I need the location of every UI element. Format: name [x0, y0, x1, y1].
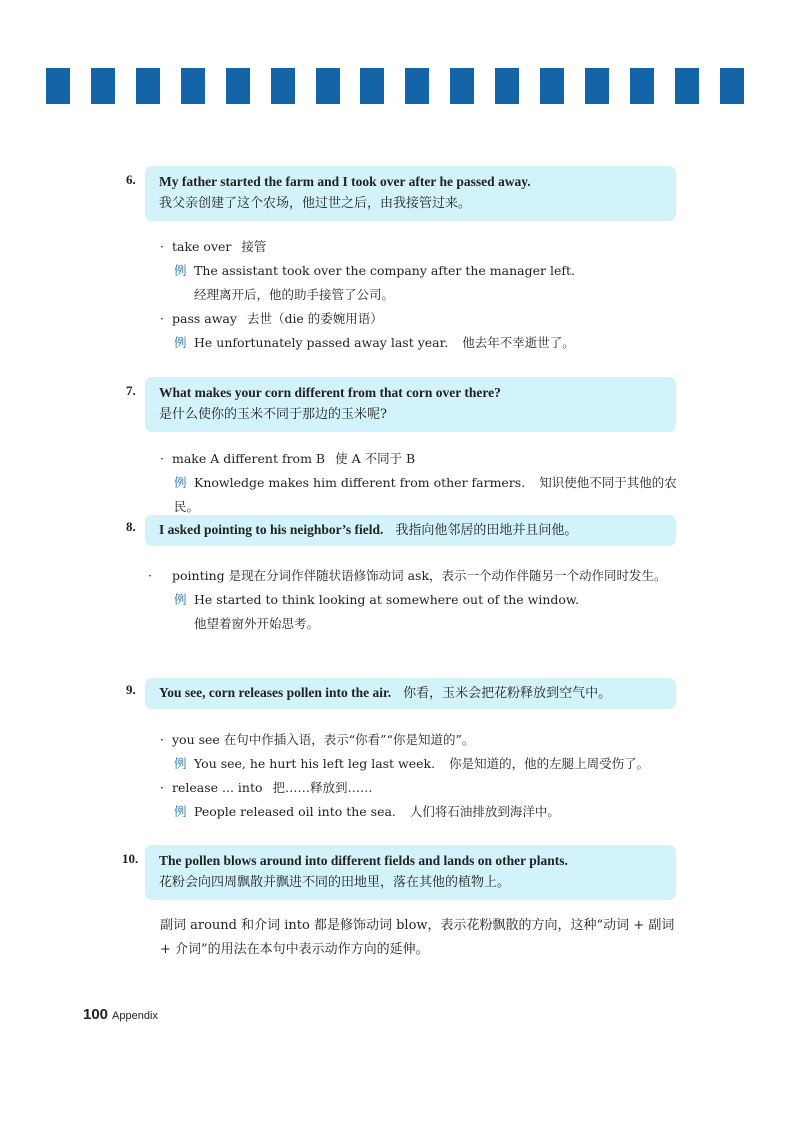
- note-point: · pointing 是现在分词作伴随状语修饰动词 ask，表示一个动作伴随另一个动作同时发生。: [148, 568, 667, 583]
- notes-7: [160, 447, 680, 519]
- example: 例 He unfortunately passed away last year. 他去年不幸逝世了。: [174, 331, 680, 355]
- page-number: 100: [83, 1006, 109, 1023]
- sentence-box: [145, 166, 676, 221]
- sentence-english: The pollen blows around into different fields and lands on other plants.: [159, 853, 568, 868]
- sentence-box: [145, 515, 676, 546]
- sentence-entry-9: [126, 678, 676, 709]
- note-point: · release ... into 把……释放到……: [160, 780, 373, 795]
- note-point: · you see 在句中作插入语，表示“你看”“你是知道的”。: [160, 732, 475, 747]
- explanation-paragraph: 副词 around 和介词 into 都是修饰动词 blow，表示花粉飘散的方向，这种“动词 + 副词 + 介词”的用法在本句中表示动作方向的延伸。: [160, 918, 675, 957]
- note-point: · make A different from B 使 A 不同于 B: [160, 451, 416, 466]
- entry-number: 8.: [126, 519, 136, 534]
- entry-number: 9.: [126, 682, 136, 697]
- sentence-chinese: 你看，玉米会把花粉释放到空气中。: [403, 686, 612, 701]
- example-marker: 例: [174, 804, 187, 819]
- notes-8: [148, 564, 680, 636]
- example: 例 He started to think looking at somewhere out of the window.: [174, 588, 680, 612]
- sentence-entry-6: [126, 166, 676, 221]
- notes-6: [160, 235, 680, 355]
- entry-number: 6.: [126, 172, 136, 187]
- note-point: · pass away 去世（die 的委婉用语）: [160, 311, 383, 326]
- sentence-english: What makes your corn different from that corn over there?: [159, 385, 501, 400]
- entry-number: 7.: [126, 383, 136, 398]
- sentence-chinese: 花粉会向四周飘散并飘进不同的田地里，落在其他的植物上。: [159, 875, 511, 890]
- example-marker: 例: [174, 475, 187, 490]
- example: 例 Knowledge makes him different from other farmers. 知识使他不同于其他的农民。: [174, 471, 680, 519]
- notes-9: [160, 728, 680, 824]
- example: 例 The assistant took over the company after the manager left.: [174, 259, 680, 283]
- example-marker: 例: [174, 335, 187, 350]
- sentence-entry-8: [126, 515, 676, 546]
- entry-number: 10.: [122, 851, 139, 866]
- page-footer: [83, 1006, 158, 1023]
- sentence-english: You see, corn releases pollen into the air.: [159, 685, 392, 700]
- sentence-entry-10: [122, 845, 676, 900]
- section-label: Appendix: [112, 1010, 158, 1022]
- example-marker: 例: [174, 263, 187, 278]
- sentence-english: I asked pointing to his neighbor’s field.: [159, 522, 384, 537]
- sentence-english: My father started the farm and I took over after he passed away.: [159, 174, 531, 189]
- sentence-chinese: 我父亲创建了这个农场，他过世之后，由我接管过来。: [159, 196, 472, 211]
- example: 例 People released oil into the sea. 人们将石油排放到海洋中。: [174, 800, 680, 824]
- header-stripe-bar: [46, 68, 744, 104]
- note-point: · take over 接管: [160, 239, 267, 254]
- sentence-box: [145, 678, 676, 709]
- example-translation: 经理离开后，他的助手接管了公司。: [194, 287, 395, 302]
- sentence-entry-7: [126, 377, 676, 432]
- sentence-box: [145, 845, 676, 900]
- example: 例 You see, he hurt his left leg last week. 你是知道的，他的左腿上周受伤了。: [174, 752, 680, 776]
- sentence-chinese: 我指向他邻居的田地并且问他。: [395, 523, 578, 538]
- example-marker: 例: [174, 756, 187, 771]
- example-marker: 例: [174, 592, 187, 607]
- sentence-box: [145, 377, 676, 432]
- sentence-chinese: 是什么使你的玉米不同于那边的玉米呢?: [159, 407, 387, 422]
- example-translation: 他望着窗外开始思考。: [194, 616, 320, 631]
